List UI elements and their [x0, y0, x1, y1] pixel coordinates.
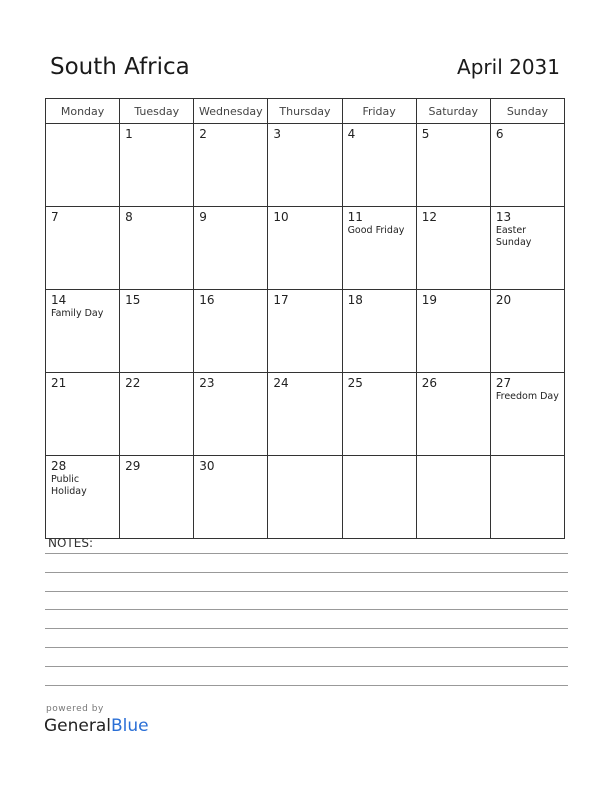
- notes-line: [45, 685, 568, 686]
- day-number: 15: [125, 293, 141, 307]
- weekday-header: Monday: [46, 99, 120, 124]
- day-number: 2: [199, 127, 207, 141]
- weekday-header: Saturday: [416, 99, 490, 124]
- holiday-label: Easter Sunday: [495, 225, 532, 248]
- weekday-header: Thursday: [268, 99, 342, 124]
- day-cell: [194, 290, 268, 373]
- brand-name-part1: General: [44, 716, 111, 736]
- day-number: 28: [51, 459, 67, 473]
- notes-line: [45, 553, 568, 554]
- day-cell: [268, 207, 342, 290]
- holiday-label: Freedom Day: [495, 391, 559, 402]
- notes-line: [45, 591, 568, 592]
- day-number: 4: [347, 127, 356, 141]
- weekday-header: Friday: [342, 99, 416, 124]
- day-number: 3: [273, 127, 282, 141]
- notes-line: [45, 572, 568, 573]
- day-number: 29: [125, 459, 141, 473]
- day-cell: [46, 290, 120, 373]
- day-cell: [268, 290, 342, 373]
- day-number: 1: [125, 127, 133, 141]
- brand-name-part2: Blue: [111, 716, 149, 736]
- day-cell: [46, 124, 120, 207]
- day-cell: [120, 207, 194, 290]
- weekday-header: Tuesday: [120, 99, 194, 124]
- day-number: 7: [51, 210, 59, 224]
- holiday-label: Good Friday: [347, 225, 405, 236]
- day-cell: [342, 373, 416, 456]
- day-cell: [490, 290, 564, 373]
- day-number: 17: [273, 293, 289, 307]
- day-number: 22: [125, 376, 141, 390]
- day-cell: [416, 290, 490, 373]
- day-number: 30: [199, 459, 215, 473]
- day-number: 8: [125, 210, 133, 224]
- holiday-label: Family Day: [51, 308, 104, 319]
- day-number: 23: [199, 376, 215, 390]
- day-number: 18: [347, 293, 363, 307]
- week-row: [46, 207, 565, 290]
- day-cell: [416, 373, 490, 456]
- notes-line: [45, 647, 568, 648]
- day-cell: [268, 456, 342, 539]
- powered-by-text: powered by: [46, 704, 104, 714]
- notes-line: [45, 609, 568, 610]
- week-row: [46, 290, 565, 373]
- week-row: [46, 456, 565, 539]
- brand-logo: [44, 716, 149, 736]
- day-cell: [120, 124, 194, 207]
- day-cell: [490, 124, 564, 207]
- day-number: 12: [421, 210, 437, 224]
- day-number: 13: [495, 210, 512, 224]
- day-number: 21: [51, 376, 67, 390]
- calendar-grid: [45, 98, 565, 539]
- day-number: 26: [421, 376, 437, 390]
- day-cell: [120, 373, 194, 456]
- day-number: 24: [273, 376, 289, 390]
- day-number: 19: [421, 293, 437, 307]
- day-number: 9: [199, 210, 207, 224]
- day-cell: [416, 124, 490, 207]
- notes-line: [45, 628, 568, 629]
- day-cell: [194, 207, 268, 290]
- day-cell: [46, 207, 120, 290]
- day-number: 16: [199, 293, 215, 307]
- day-number: 27: [495, 376, 512, 390]
- day-cell: [342, 124, 416, 207]
- day-cell: [342, 456, 416, 539]
- day-cell: [120, 290, 194, 373]
- day-cell: [194, 373, 268, 456]
- month-year-title: April 2031: [457, 55, 560, 79]
- day-cell: [342, 290, 416, 373]
- day-cell: [120, 456, 194, 539]
- day-cell: [268, 124, 342, 207]
- day-cell: [194, 124, 268, 207]
- day-cell: [490, 207, 564, 290]
- day-cell: [490, 456, 564, 539]
- day-number: 10: [273, 210, 289, 224]
- day-cell: [46, 373, 120, 456]
- day-cell: [46, 456, 120, 539]
- weekday-header-row: [46, 99, 565, 124]
- notes-label: NOTES:: [48, 536, 93, 550]
- day-number: 6: [495, 127, 504, 141]
- day-cell: [490, 373, 564, 456]
- week-row: [46, 373, 565, 456]
- day-cell: [194, 456, 268, 539]
- day-number: 5: [421, 127, 430, 141]
- notes-line: [45, 666, 568, 667]
- day-number: 20: [495, 293, 512, 307]
- day-number: 14: [51, 293, 67, 307]
- day-cell: [268, 373, 342, 456]
- week-row: [46, 124, 565, 207]
- day-cell: [342, 207, 416, 290]
- day-number: 25: [347, 376, 363, 390]
- holiday-label: Public Holiday: [51, 474, 87, 497]
- country-title: South Africa: [50, 54, 190, 80]
- weekday-header: Sunday: [490, 99, 564, 124]
- day-cell: [416, 456, 490, 539]
- day-cell: [416, 207, 490, 290]
- weekday-header: Wednesday: [194, 99, 268, 124]
- day-number: 11: [347, 210, 363, 224]
